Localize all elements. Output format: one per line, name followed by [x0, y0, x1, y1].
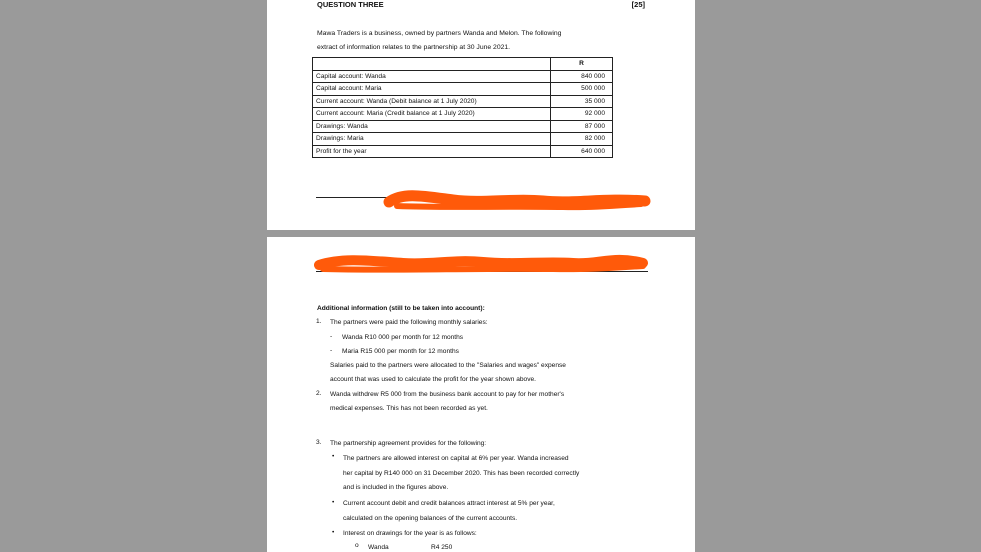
intro-line: Mawa Traders is a business, owned by partners Wanda and Melon. The following [317, 30, 562, 37]
drawings-interest-name: Wanda [368, 544, 389, 551]
bullet-text: Current account debit and credit balances attract interest at 5% per year, [343, 500, 555, 507]
row-amount: 500 000 [551, 83, 613, 96]
partnership-extract-table [312, 57, 613, 158]
bullet-marker: • [332, 529, 335, 536]
sub-item-text: Wanda R10 000 per month for 12 months [342, 334, 464, 341]
bullet-text: calculated on the opening balances of the current accounts. [343, 515, 518, 522]
item-text: The partners were paid the following monthly salaries: [330, 319, 488, 326]
question-marks: [25] [631, 0, 645, 9]
sub-item-text: Maria R15 000 per month for 12 months [342, 348, 459, 355]
sub-bullet-marker: o [355, 542, 359, 549]
row-amount: 92 000 [551, 108, 613, 121]
row-label: Profit for the year [313, 145, 551, 158]
item-text: The partnership agreement provides for the following: [330, 440, 487, 447]
item-text: medical expenses. This has not been recorded as yet. [330, 405, 488, 412]
bullet-text: her capital by R140 000 on 31 December 2020. This has been recorded correctly [343, 470, 580, 477]
redaction-scribble [313, 249, 651, 279]
item-note: Salaries paid to the partners were allocated to the "Salaries and wages" expense [330, 362, 566, 369]
row-label: Drawings: Maria [313, 133, 551, 146]
item-number: 1. [316, 318, 322, 325]
question-intro [317, 27, 637, 55]
table-row [313, 83, 613, 96]
item-number: 3. [316, 439, 322, 446]
question-title: QUESTION THREE [317, 0, 384, 9]
table-cell-empty [313, 58, 551, 71]
drawings-interest-amount: R4 250 [431, 544, 453, 551]
document-page-2 [267, 237, 695, 552]
table-row [313, 133, 613, 146]
currency-header: R [551, 58, 613, 71]
document-page-1 [267, 0, 695, 230]
redaction-scribble [383, 186, 653, 214]
item-number: 2. [316, 390, 322, 397]
row-amount: 35 000 [551, 95, 613, 108]
row-amount: 640 000 [551, 145, 613, 158]
bullet-marker: • [332, 499, 335, 506]
bullet-text: and is included in the figures above. [343, 484, 449, 491]
bullet-text: Interest on drawings for the year is as follows: [343, 530, 477, 537]
row-label: Capital account: Maria [313, 83, 551, 96]
row-label: Capital account: Wanda [313, 70, 551, 83]
table-row [313, 145, 613, 158]
bullet-marker: • [332, 453, 335, 460]
intro-line: extract of information relates to the partnership at 30 June 2021. [317, 44, 511, 51]
additional-info-heading: Additional information (still to be taken into account): [317, 305, 485, 312]
table-header-row [313, 58, 613, 71]
table-row [313, 120, 613, 133]
table-row [313, 108, 613, 121]
row-amount: 87 000 [551, 120, 613, 133]
row-amount: 840 000 [551, 70, 613, 83]
dash-marker: - [330, 333, 333, 340]
bullet-text: The partners are allowed interest on capital at 6% per year. Wanda increased [343, 455, 569, 462]
table-row [313, 95, 613, 108]
table-row [313, 70, 613, 83]
item-note: account that was used to calculate the profit for the year shown above. [330, 376, 536, 383]
row-label: Current account: Maria (Credit balance at 1 July 2020) [313, 108, 551, 121]
item-text: Wanda withdrew R5 000 from the business bank account to pay for her mother's [330, 391, 565, 398]
dash-marker: - [330, 347, 333, 354]
row-amount: 82 000 [551, 133, 613, 146]
row-label: Drawings: Wanda [313, 120, 551, 133]
row-label: Current account: Wanda (Debit balance at 1 July 2020) [313, 95, 551, 108]
